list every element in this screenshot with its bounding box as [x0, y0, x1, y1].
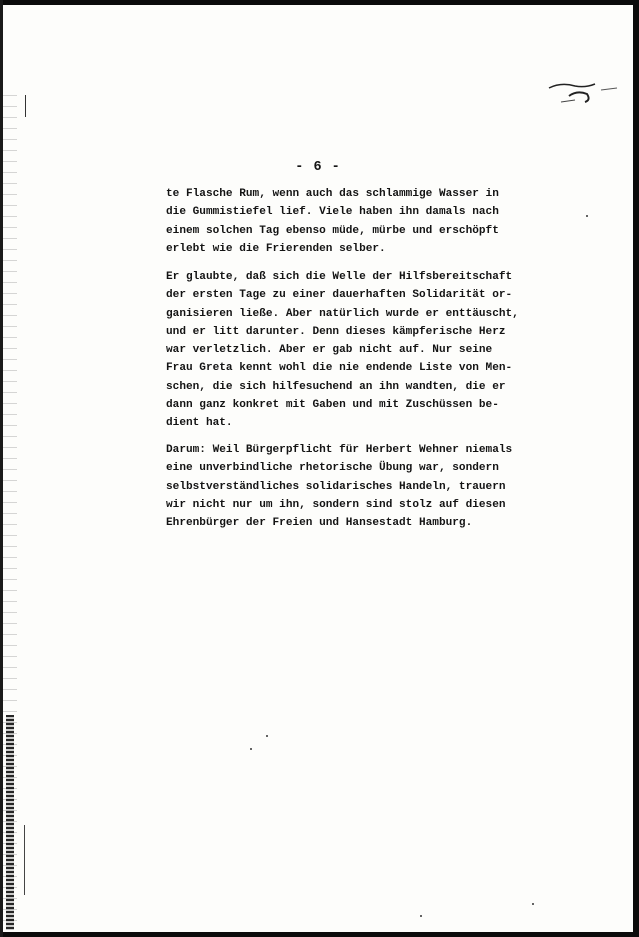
scan-speck	[250, 748, 252, 750]
corner-smudge	[541, 78, 621, 108]
margin-mark	[25, 95, 26, 117]
text-line: Frau Greta kennt wohl die nie endende Liste von Men-	[166, 362, 513, 375]
text-line: einem solchen Tag ebenso müde, mürbe und erschöpft	[166, 224, 499, 237]
scan-speck	[266, 735, 268, 737]
text-line: eine unverbindliche rhetorische Übung war, sondern	[166, 462, 499, 475]
scan-speck	[532, 903, 534, 905]
text-line: Er glaubte, daß sich die Welle der Hilfsbereitschaft	[166, 271, 513, 283]
scan-border-bottom	[0, 932, 639, 937]
page-number: - 6 -	[295, 160, 341, 175]
text-line: ganisieren ließe. Aber natürlich wurde er enttäuscht,	[166, 307, 519, 320]
text-line: die Gummistiefel lief. Viele haben ihn damals nach	[166, 206, 499, 219]
scan-speck	[586, 215, 588, 217]
scan-speck	[420, 915, 422, 917]
text-line: der ersten Tage zu einer dauerhaften Solidarität or-	[166, 289, 513, 302]
binding-margin-dark	[6, 715, 14, 930]
text-line: und er litt darunter. Denn dieses kämpferische Herz	[166, 325, 506, 338]
margin-mark	[24, 825, 25, 895]
text-line: Darum: Weil Bürgerpflicht für Herbert Wehner niemals	[166, 444, 513, 456]
text-line: dann ganz konkret mit Gaben und mit Zuschüssen be-	[166, 399, 499, 412]
text-line: schen, die sich hilfesuchend an ihn wandten, die er	[166, 380, 506, 393]
text-line: dient hat.	[166, 417, 233, 430]
paragraph-1	[166, 185, 526, 258]
paragraph-3	[166, 441, 526, 532]
text-line: selbstverständliches solidarisches Handeln, trauern	[166, 480, 506, 493]
paragraph-2	[166, 268, 526, 433]
text-line: wir nicht nur um ihn, sondern sind stolz auf diesen	[166, 498, 506, 511]
text-line: Ehrenbürger der Freien und Hansestadt Hamburg.	[166, 517, 473, 530]
text-line: war verletzlich. Aber er gab nicht auf. Nur seine	[166, 344, 493, 357]
text-line: te Flasche Rum, wenn auch das schlammige Wasser in	[166, 188, 499, 200]
text-line: erlebt wie die Frierenden selber.	[166, 242, 386, 255]
scan-border-right	[633, 0, 639, 937]
scan-border-top	[0, 0, 639, 5]
